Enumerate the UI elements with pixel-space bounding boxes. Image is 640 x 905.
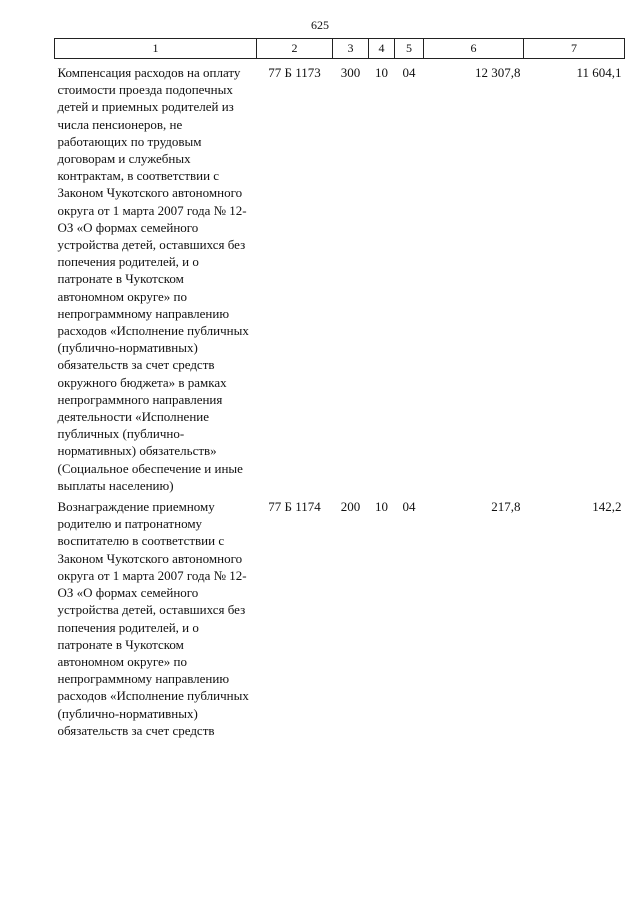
- section-code: 10: [375, 499, 388, 515]
- amount-column-6: 217,8: [491, 499, 521, 515]
- expense-code: 77 Б 1174: [268, 499, 321, 515]
- column-header-6: 6: [424, 39, 524, 59]
- column-header-1: 1: [55, 39, 257, 59]
- amount-column-7: 142,2: [592, 499, 622, 515]
- column-header-7: 7: [524, 39, 625, 59]
- amount-column-6: 12 307,8: [475, 65, 521, 80]
- budget-table: [54, 38, 625, 739]
- column-header-4: 4: [369, 39, 395, 59]
- column-header-3: 3: [333, 39, 369, 59]
- table-row: [55, 494, 625, 739]
- subsection-code: 04: [402, 65, 416, 80]
- page-number: 625: [311, 18, 329, 32]
- expense-description: Вознаграждение приемному родителю и патронатному воспитателю в соответствии с Законом Чукотского автономного округа от 1 марта 2007 года № 12-ОЗ «О формах семейного устройства детей, оставшихся без попечения родителей, и о патронате в Чукотском автономном округе» по непрограммному направлению расходов «Исполнение публичных (публично-нормативных) обязательств за счет средств: [57, 499, 249, 738]
- column-header-5: 5: [395, 39, 424, 59]
- section-code: 10: [375, 65, 388, 80]
- column-number-header: [55, 39, 625, 59]
- column-header-2: 2: [257, 39, 333, 59]
- subsection-code: 04: [402, 499, 416, 515]
- expense-type-code: 200: [340, 499, 361, 515]
- expense-code: 77 Б 1173: [268, 65, 321, 80]
- expense-type-code: 300: [340, 65, 361, 80]
- table-row: [55, 59, 625, 495]
- amount-column-7: 11 604,1: [576, 65, 622, 80]
- expense-description: Компенсация расходов на оплату стоимости проезда подопечных детей и приемных родителей из числа пенсионеров, не работающих по трудовым договорам и служебных контрактам, в соответствии с Законом Чукотского автономного округа от 1 марта 2007 года № 12-ОЗ «О формах семейного устройства детей, оставшихся без попечения родителей, и о патронате в Чукотском автономном округе» по непрограммному направлению расходов «Исполнение публичных (публично-нормативных) обязательств за счет средств окружного бюджета» в рамках непрограммного направления деятельности «Исполнение публичных (публично-нормативных) обязательств» (Социальное обеспечение и иные выплаты населению): [57, 65, 249, 493]
